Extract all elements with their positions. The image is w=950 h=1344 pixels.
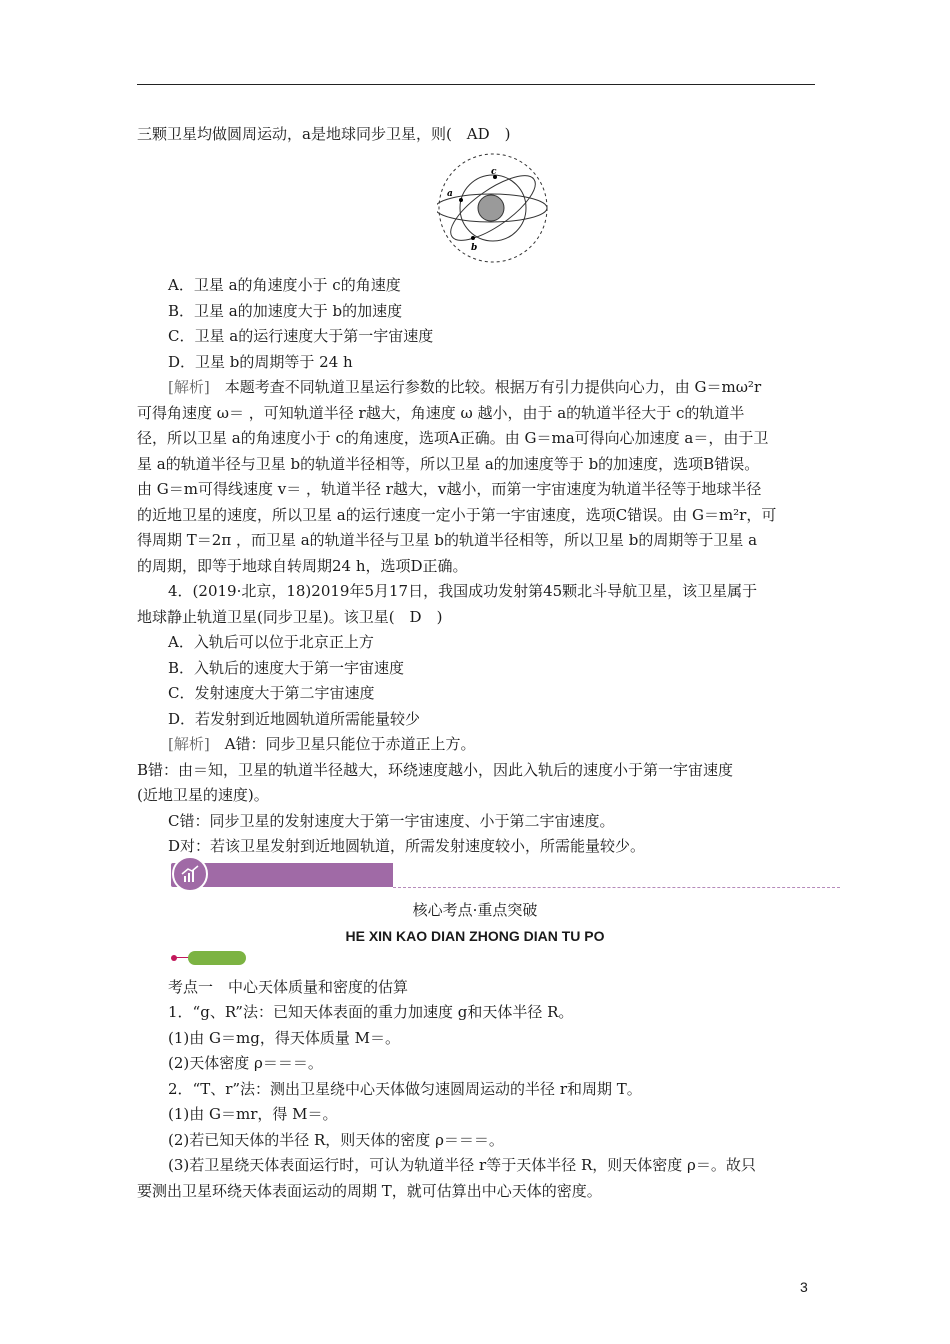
kp1-line: (1)由 G＝mg，得天体质量 M＝。: [168, 1029, 400, 1047]
kp1-line: (2)若已知天体的半径 R，则天体的密度 ρ＝＝＝。: [168, 1131, 504, 1149]
option-d: D．卫星 b的周期等于 24 h: [168, 353, 353, 371]
label-a: a: [447, 189, 453, 199]
q4-analysis-line: C错：同步卫星的发射速度大于第一宇宙速度、小于第二宇宙速度。: [168, 812, 615, 830]
analysis-line: 由 G＝m可得线速度 v＝ ，轨道半径 r越大，v越小，而第一宇宙速度为轨道半径等于地球半径: [137, 480, 762, 498]
option-c: C．卫星 a的运行速度大于第一宇宙速度: [168, 327, 434, 345]
kp1-title: 考点一 中心天体质量和密度的估算: [168, 978, 409, 996]
label-b: b: [471, 243, 478, 253]
q4-analysis-text: A错：同步卫星只能位于赤道正上方。: [209, 735, 476, 753]
q4-analysis-line: B错：由＝知，卫星的轨道半径越大，环绕速度越小，因此入轨后的速度小于第一宇宙速度: [137, 761, 734, 779]
q4-analysis-tag: [解析]: [168, 735, 210, 753]
section-pinyin: HE XIN KAO DIAN ZHONG DIAN TU PO: [345, 928, 605, 944]
pill-dot: [171, 955, 177, 961]
kp1-line: (3)若卫星绕天体表面运行时，可认为轨道半径 r等于天体半径 R，则天体密度 ρ＝。故只: [168, 1156, 756, 1174]
q4-option-d: D．若发射到近地圆轨道所需能量较少: [168, 710, 421, 728]
analysis-first-line: [168, 377, 761, 397]
analysis-line: 径，所以卫星 a的角速度小于 c的角速度，选项A正确。由 G＝ma可得向心加速度 a＝，由于卫: [137, 429, 769, 447]
option-b: B．卫星 a的加速度大于 b的加速度: [168, 302, 403, 320]
option-a: A．卫星 a的角速度小于 c的角速度: [168, 276, 401, 294]
kp1-line-last: 要测出卫星环绕天体表面运动的周期 T，就可估算出中心天体的密度。: [137, 1182, 602, 1200]
topic-pill: [188, 951, 246, 965]
analysis-line: 可得角速度 ω＝ ，可知轨道半径 r越大，角速度 ω 越小，由于 a的轨道半径大于 c的轨道半: [137, 404, 745, 422]
analysis-line: 的近地卫星的速度，所以卫星 a的运行速度一定小于第一宇宙速度，选项C错误。由 G＝m²r，可: [137, 506, 777, 524]
q4-stem-line1: 4．(2019·北京，18)2019年5月17日，我国成功发射第45颗北斗导航卫星，该卫星属于: [168, 582, 758, 600]
chart-icon: [172, 856, 208, 892]
analysis-line: 星 a的轨道半径与卫星 b的轨道半径相等，所以卫星 a的加速度等于 b的加速度，选项B错误。: [137, 455, 760, 473]
q4-analysis-line: (近地卫星的速度)。: [137, 786, 269, 804]
analysis-text: 本题考查不同轨道卫星运行参数的比较。根据万有引力提供向心力，由 G＝mω²r: [209, 378, 762, 396]
q4-option-c: C．发射速度大于第二宇宙速度: [168, 684, 375, 702]
analysis-line: 得周期 T＝2π ，而卫星 a的轨道半径与卫星 b的轨道半径相等，所以卫星 b的周期等于卫星 a: [137, 531, 758, 549]
q4-stem-line2: 地球静止轨道卫星(同步卫星)。该卫星( D ): [137, 608, 443, 626]
q4-analysis-first-line: [168, 734, 476, 754]
kp1-line: (2)天体密度 ρ＝＝＝。: [168, 1054, 323, 1072]
label-c: c: [491, 167, 497, 177]
section-title: 核心考点·重点突破: [412, 901, 538, 919]
page-number: 3: [800, 1279, 808, 1295]
question-intro: 三颗卫星均做圆周运动，a是地球同步卫星，则( AD ): [137, 125, 511, 143]
q4-option-a: A．入轨后可以位于北京正上方: [168, 633, 374, 651]
header-rule: [137, 84, 815, 85]
section-divider: [393, 887, 840, 888]
analysis-tag: [解析]: [168, 378, 210, 396]
q4-option-b: B．入轨后的速度大于第一宇宙速度: [168, 659, 405, 677]
pill-connector: [175, 957, 189, 958]
satellite-orbit-figure: [437, 152, 549, 264]
kp1-line: 2．“T、r”法：测出卫星绕中心天体做匀速圆周运动的半径 r和周期 T。: [168, 1080, 642, 1098]
analysis-line: 的周期，即等于地球自转周期24 h，选项D正确。: [137, 557, 468, 575]
q4-analysis-line: D对：若该卫星发射到近地圆轨道，所需发射速度较小，所需能量较少。: [168, 837, 646, 855]
kp1-line: (1)由 G＝mr，得 M＝。: [168, 1105, 338, 1123]
kp1-line: 1．“g、R”法：已知天体表面的重力加速度 g和天体半径 R。: [168, 1003, 574, 1021]
